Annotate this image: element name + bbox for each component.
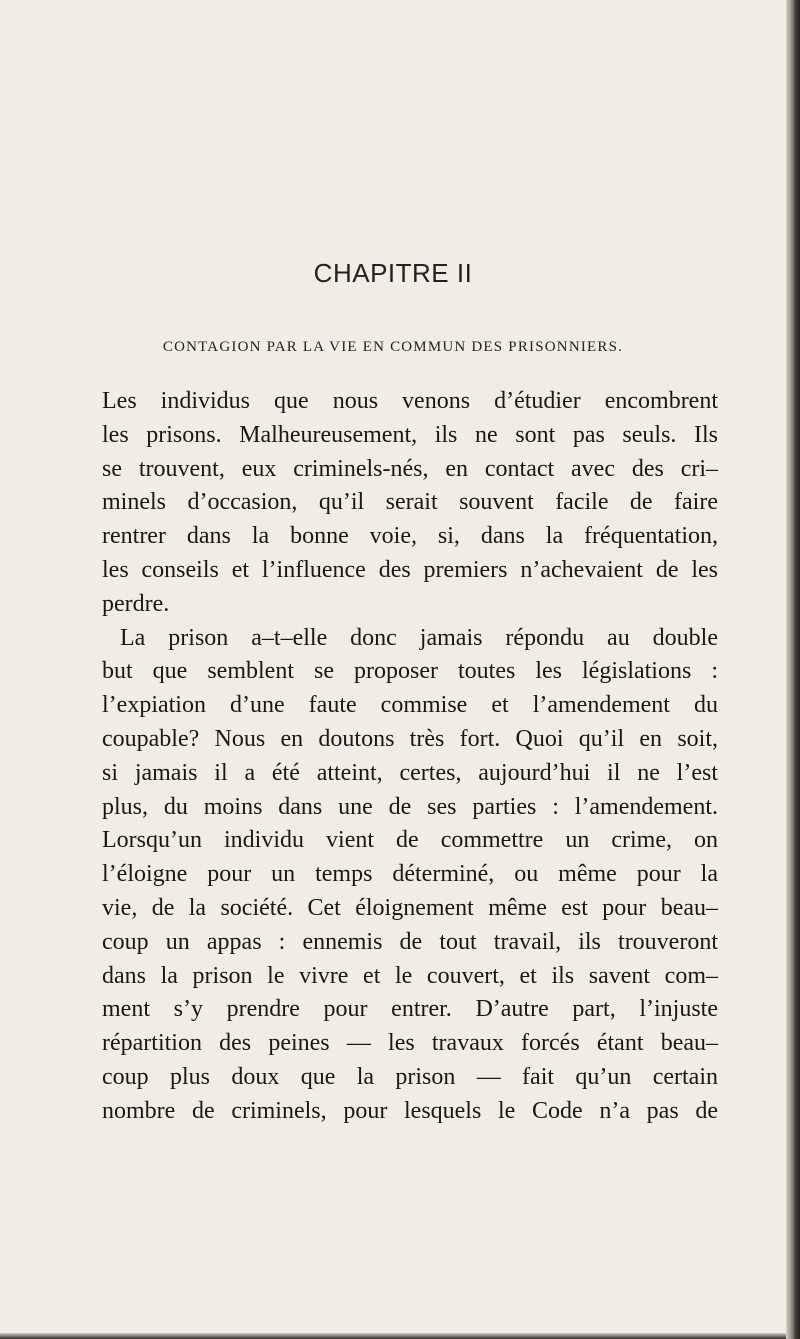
page-bottom-edge [0,1333,786,1339]
text-line: l’éloigne pour un temps déterminé, ou même pour la [102,861,718,888]
text-line: les prisons. Malheureusement, ils ne sont pas seuls. Ils [102,421,718,448]
body-text [102,385,718,1129]
paragraph-2 [102,622,718,1129]
text-line: but que semblent se proposer toutes les législations : [102,658,718,685]
page-edge-shadow [786,0,800,1339]
text-line: se trouvent, eux criminels-nés, en contact avec des cri– [102,455,718,482]
text-line: plus, du moins dans une de ses parties : l’amendement. [102,793,718,820]
text-line: nombre de criminels, pour lesquels le Code n’a pas de [102,1097,718,1124]
text-line: Lorsqu’un individu vient de commettre un crime, on [102,827,718,854]
text-line: Les individus que nous venons d’étudier encombrent [102,388,718,414]
text-line: La prison a–t–elle donc jamais répondu au double [120,624,718,651]
text-line: ment s’y prendre pour entrer. D’autre part, l’injuste [102,996,718,1023]
text-line: coup plus doux que la prison — fait qu’un certain [102,1063,718,1090]
text-line: si jamais il a été atteint, certes, aujourd’hui il ne l’est [102,759,718,786]
text-line: coupable? Nous en doutons très fort. Quoi qu’il en soit, [102,725,718,752]
chapter-subtitle: CONTAGION PAR LA VIE EN COMMUN DES PRISONNIERS. [162,339,624,355]
chapter-title: CHAPITRE II [313,258,473,288]
text-line: dans la prison le vivre et le couvert, et ils savent com– [102,962,718,989]
text-line: perdre. [102,590,170,617]
paragraph-1 [102,385,718,622]
text-line: répartition des peines — les travaux forcés étant beau– [102,1030,718,1057]
text-line: minels d’occasion, qu’il serait souvent facile de faire [102,489,718,516]
text-line: rentrer dans la bonne voie, si, dans la fréquentation, [102,523,718,550]
text-line: l’expiation d’une faute commise et l’amendement du [102,692,718,719]
text-line: coup un appas : ennemis de tout travail, ils trouveront [102,928,718,955]
text-line: les conseils et l’influence des premiers n’achevaient de les [102,556,718,583]
text-line: vie, de la société. Cet éloignement même est pour beau– [102,894,718,921]
